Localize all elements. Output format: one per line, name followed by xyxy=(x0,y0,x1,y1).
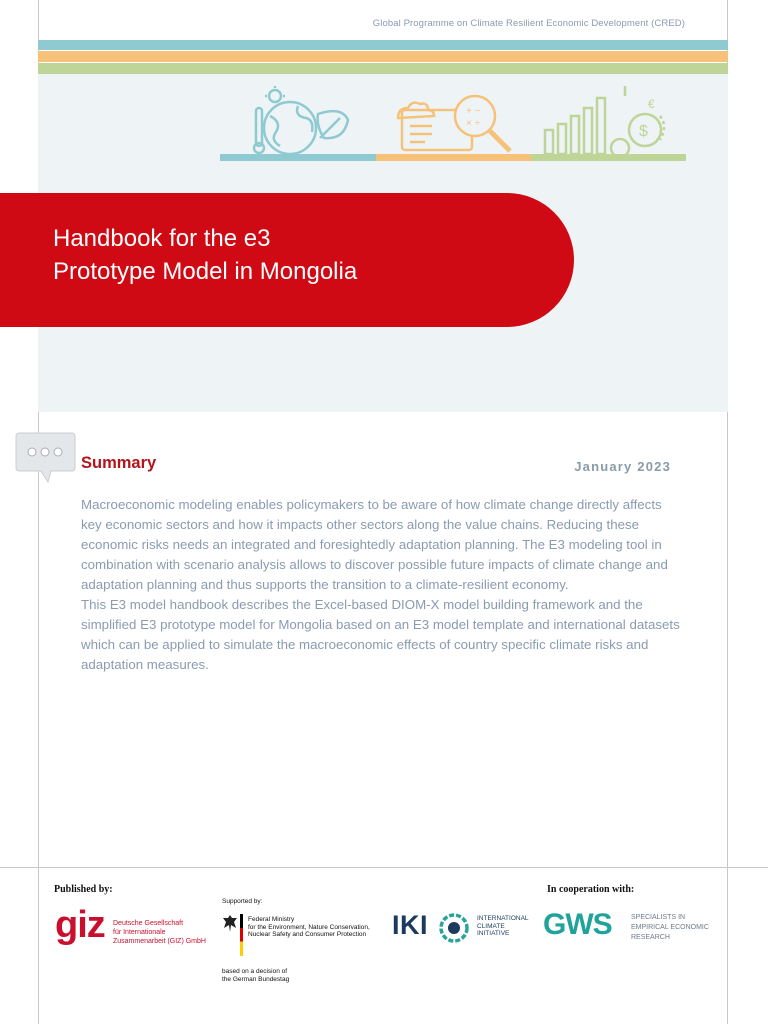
giz-logo xyxy=(55,904,220,954)
bundestag-note xyxy=(222,968,289,983)
title-line-1: Handbook for the e3 xyxy=(53,225,271,252)
gws-text-line: RESEARCH xyxy=(631,934,670,941)
giz-text-line: für Internationale xyxy=(113,929,166,936)
iki-text-line: INITIATIVE xyxy=(477,930,510,937)
iki-wordmark: IKI xyxy=(392,910,429,940)
footer-divider xyxy=(0,867,768,868)
summary-heading: Summary xyxy=(81,454,157,472)
data-analysis-icon xyxy=(398,96,510,151)
summary-paragraph-1: Macroeconomic modeling enables policymakers to be aware of how climate change directly affects key economic sectors and how it impacts other sectors along the value chains. Reducing these economic risks needs an integrated and foresightedly adaptation planning. The E3 modeling tool in combination with scenario analysis allows to discover possible future impacts of climate change and adaptation planning and thus supports the transition to a climate-resilient economy. xyxy=(81,497,668,592)
bmu-text-line: for the Environment, Nature Conservation, xyxy=(248,923,370,931)
iki-text-line: INTERNATIONAL xyxy=(477,915,529,922)
programme-name: Global Programme on Climate Resilient Economic Development (CRED) xyxy=(372,18,685,29)
title-line-2: Prototype Model in Mongolia xyxy=(53,258,358,285)
flag-bar-icon xyxy=(240,914,243,956)
gws-wordmark: GWS xyxy=(543,908,612,941)
svg-text:+ −: + − xyxy=(466,106,481,117)
stripe-green xyxy=(38,63,728,74)
economic-growth-icon xyxy=(545,86,664,157)
gws-text-line: EMPIRICAL ECONOMIC xyxy=(631,924,709,931)
giz-text xyxy=(113,919,206,946)
iki-text xyxy=(477,915,529,938)
gws-text-line: SPECIALISTS IN xyxy=(631,914,686,921)
bundestag-line: based on a decision of xyxy=(222,968,288,975)
summary-paragraph-2: This E3 model handbook describes the Excel-based DIOM-X model building framework and the simplified E3 prototype model for Mongolia based on an E3 model template and international datasets which can be applied to simulate the macroeconomic effects of country specific climate risks and adaptation measures. xyxy=(81,597,680,672)
bmu-logo xyxy=(222,914,372,958)
stripe-orange xyxy=(38,51,728,62)
bmu-text xyxy=(248,916,370,939)
iki-text-line: CLIMATE xyxy=(477,922,505,930)
giz-text-line: Zusammenarbeit (GIZ) GmbH xyxy=(113,938,206,945)
svg-text:€: € xyxy=(648,97,655,111)
gws-text xyxy=(631,913,709,943)
cover-illustration xyxy=(220,86,690,181)
svg-text:× ÷: × ÷ xyxy=(466,118,481,129)
stripe-teal xyxy=(38,40,728,50)
eagle-icon xyxy=(222,914,238,934)
gws-logo xyxy=(543,908,713,948)
giz-wordmark: giz xyxy=(55,904,105,946)
climate-globe-icon xyxy=(254,86,348,154)
supported-by-label: Supported by: xyxy=(222,898,263,905)
document-title xyxy=(53,222,357,288)
svg-text:$: $ xyxy=(639,123,648,140)
bmu-text-line: Nuclear Safety and Consumer Protection xyxy=(248,931,367,938)
published-by-label: Published by: xyxy=(54,884,113,895)
publication-date: January 2023 xyxy=(574,459,671,474)
giz-text-line: Deutsche Gesellschaft xyxy=(113,920,184,927)
bmu-text-line: Federal Ministry xyxy=(248,916,295,923)
iki-ring-icon xyxy=(438,912,470,944)
cooperation-label: In cooperation with: xyxy=(547,884,635,895)
iki-logo xyxy=(392,910,537,946)
speech-bubble-icon xyxy=(15,432,77,489)
summary-body xyxy=(81,495,681,675)
bundestag-line: the German Bundestag xyxy=(222,975,290,983)
